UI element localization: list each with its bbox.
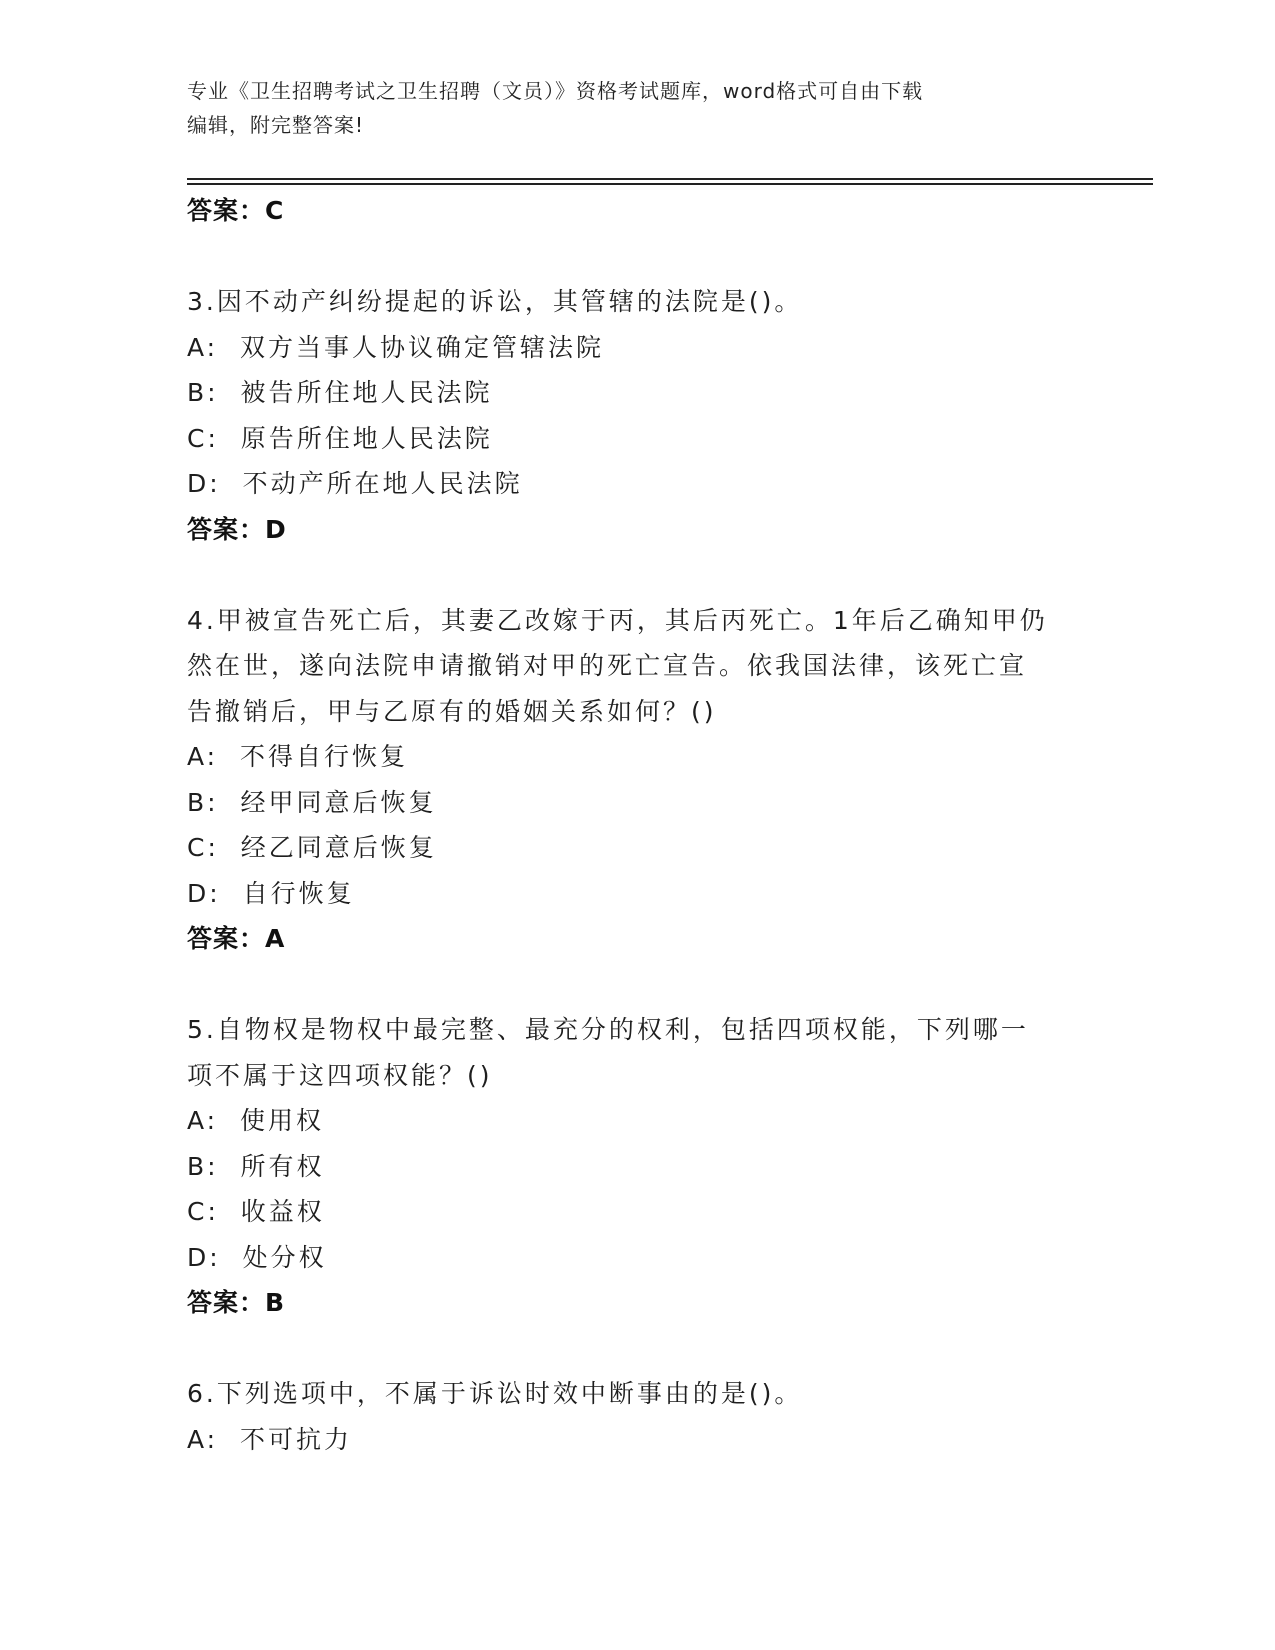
header-divider-top bbox=[187, 178, 1153, 180]
spacer bbox=[187, 1326, 1087, 1372]
question-block bbox=[187, 1007, 1087, 1326]
answer-line: 答案：C bbox=[187, 196, 285, 225]
spacer bbox=[187, 234, 1087, 280]
question-block bbox=[187, 279, 1087, 552]
question-stem: 3.因不动产纠纷提起的诉讼，其管辖的法院是()。 bbox=[187, 287, 803, 316]
question-stem: 4.甲被宣告死亡后，其妻乙改嫁于丙，其后丙死亡。1年后乙确知甲仍 bbox=[187, 605, 1048, 635]
question-stem: 告撤销后，甲与乙原有的婚姻关系如何？() bbox=[187, 696, 717, 726]
spacer bbox=[187, 962, 1087, 1008]
answer-line: 答案：D bbox=[187, 514, 287, 544]
option-c: C: 收益权 bbox=[187, 1197, 325, 1226]
option-a: A: 使用权 bbox=[187, 1106, 324, 1135]
option-c: C: 原告所住地人民法院 bbox=[187, 423, 493, 453]
answer-line: 答案：B bbox=[187, 1288, 286, 1317]
header-divider-bottom bbox=[187, 183, 1153, 185]
option-b: B: 所有权 bbox=[187, 1151, 325, 1181]
question-stem: 6.下列选项中，不属于诉讼时效中断事由的是()。 bbox=[187, 1379, 803, 1408]
document-header bbox=[187, 74, 1087, 142]
question-stem: 项不属于这四项权能？() bbox=[187, 1060, 493, 1090]
header-line-1: 专业《卫生招聘考试之卫生招聘（文员）》资格考试题库，word格式可自由下载 bbox=[187, 79, 924, 103]
option-d: D: 处分权 bbox=[187, 1242, 327, 1272]
question-stem: 然在世，遂向法院申请撤销对甲的死亡宣告。依我国法律，该死亡宣 bbox=[187, 651, 1028, 680]
option-b: B: 被告所住地人民法院 bbox=[187, 378, 493, 407]
option-b: B: 经甲同意后恢复 bbox=[187, 787, 437, 817]
header-line-2: 编辑，附完整答案! bbox=[187, 113, 365, 137]
option-a: A: 不可抗力 bbox=[187, 1424, 352, 1454]
option-c: C: 经乙同意后恢复 bbox=[187, 833, 437, 862]
option-d: D: 自行恢复 bbox=[187, 878, 355, 908]
spacer bbox=[187, 552, 1087, 598]
option-d: D: 不动产所在地人民法院 bbox=[187, 469, 523, 498]
question-block bbox=[187, 1371, 1087, 1462]
option-a: A: 双方当事人协议确定管辖法院 bbox=[187, 332, 604, 362]
answer-line: 答案：A bbox=[187, 924, 286, 953]
option-a: A: 不得自行恢复 bbox=[187, 742, 408, 771]
question-stem: 5.自物权是物权中最完整、最充分的权利，包括四项权能，下列哪一 bbox=[187, 1015, 1029, 1044]
question-block bbox=[187, 598, 1087, 962]
question-list bbox=[187, 188, 1087, 1462]
